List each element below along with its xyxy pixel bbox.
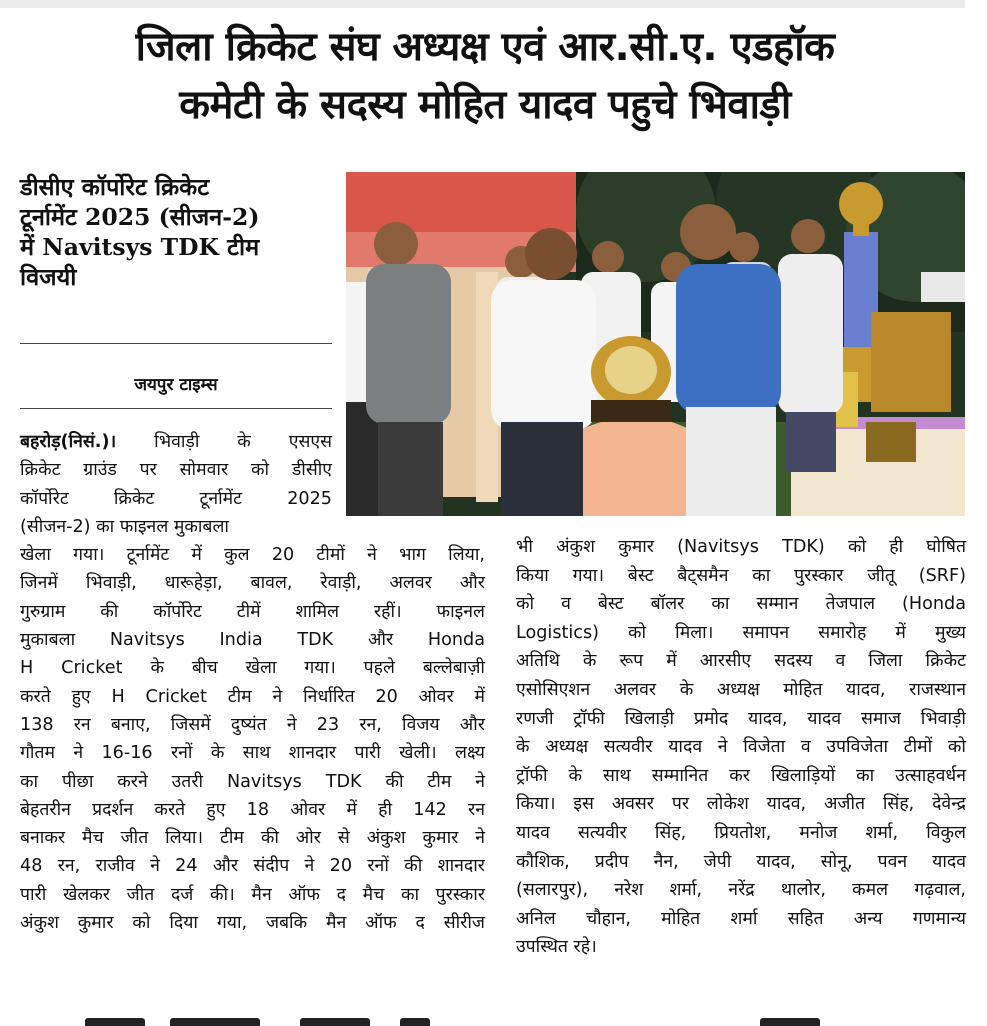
article-line: भी अंकुश कुमार (Navitsys TDK) को ही घोषित: [516, 537, 966, 557]
article-column-right: [516, 533, 966, 962]
article-line: गौतम ने 16-16 रनों के साथ शानदार पारी खेली। लक्ष्य: [20, 743, 485, 764]
article-line: बेहतरीन प्रदर्शन करते हुए 18 ओवर में ही 142 रन: [20, 799, 485, 820]
article-line: Logistics) को मिला। समापन समारोह में मुख्य: [516, 622, 966, 643]
article-line: यादव सत्यवीर सिंह, प्रियतोश, मनोज शर्मा, विकुल: [516, 822, 966, 843]
article-line: ट्रॉफी के साथ सम्मानित कर खिलाड़ियों का उत्साहवर्धन: [516, 765, 966, 786]
article-line: मुकाबला Navitsys India TDK और Honda: [20, 630, 485, 651]
subheadline: [20, 172, 332, 292]
divider-top: [20, 343, 332, 344]
top-paper-edge: [0, 0, 965, 8]
article-line: पारी खेलकर जीत दर्ज की। मैन ऑफ द मैच का पुरस्कार: [20, 884, 485, 905]
article-line: कौशिक, प्रदीप नैन, जेपी यादव, सोनू, पवन यादव: [516, 851, 966, 872]
article-line: कॉर्पोरेट क्रिकेट टूर्नामेंट 2025: [20, 488, 332, 509]
article-line: अनिल चौहान, मोहित शर्मा सहित अन्य गणमान्य: [516, 908, 966, 929]
article-line: रणजी ट्रॉफी खिलाड़ी प्रमोद यादव, यादव समाज भिवाड़ी: [516, 708, 966, 729]
next-article-cutoff: [0, 1012, 987, 1026]
article-line: किया। इस अवसर पर लोकेश यादव, अजीत सिंह, देवेन्द्र: [516, 794, 966, 815]
subhead-line-2: टूर्नामेंट 2025 (सीजन-2): [20, 203, 260, 231]
headline-line-2: कमेटी के सदस्य मोहित यादव पहुचे भिवाड़ी: [179, 82, 791, 128]
dateline: बहरोड़(निसं.)।: [20, 432, 117, 452]
article-line: करते हुए H Cricket टीम ने निर्धारित 20 ओवर में: [20, 686, 485, 707]
article-line: अतिथि के रूप में आरसीए सदस्य व जिला क्रिकेट: [516, 651, 966, 672]
article-line: किया गया। बेस्ट बैट्समैन का पुरस्कार जीतू (SRF): [516, 565, 966, 586]
headline: [10, 18, 960, 134]
article-line: का पीछा करने उतरी Navitsys TDK की टीम ने: [20, 771, 485, 792]
byline: जयपुर टाइम्स: [134, 375, 218, 395]
article-line: को व बेस्ट बॉलर का सम्मान तेजपाल (Honda: [516, 594, 966, 615]
article-line: 138 रन बनाए, जिसमें दुष्यंत ने 23 रन, विजय और: [20, 714, 485, 735]
article-line: बनाकर मैच जीत लिया। टीम की ओर से अंकुश कुमार ने: [20, 828, 485, 849]
subhead-line-3: में Navitsys TDK टीम: [20, 233, 260, 261]
article-line: बहरोड़(निसं.)। भिवाड़ी के एसएस: [20, 432, 332, 452]
article-line: H Cricket के बीच खेला गया। पहले बल्लेबाज़ी: [20, 658, 485, 679]
article-line: अंकुश कुमार को दिया गया, जबकि मैन ऑफ द सीरीज: [20, 913, 485, 934]
article-line: (सलारपुर), नरेश शर्मा, नरेंद्र थालोर, कमल गढ़वाल,: [516, 880, 966, 901]
article-line: जिनमें भिवाड़ी, धारूहेड़ा, बावल, रेवाड़ी, अलवर और: [20, 573, 485, 594]
article-line: एसोसिएशन अलवर के अध्यक्ष मोहित यादव, राजस्थान: [516, 679, 966, 700]
article-line: क्रिकेट ग्राउंड पर सोमवार को डीसीए: [20, 460, 332, 481]
article-line: (सीजन-2) का फाइनल मुकाबला: [20, 516, 229, 537]
article-line: के अध्यक्ष सत्यवीर यादव ने विजेता व उपविजेता टीमों को: [516, 737, 966, 758]
article-line: खेला गया। टूर्नामेंट में कुल 20 टीमों ने भाग लिया,: [20, 545, 485, 566]
headline-line-1: जिला क्रिकेट संघ अध्यक्ष एवं आर.सी.ए. एडहॉक: [135, 24, 835, 70]
article-line: गुरुग्राम की कॉर्पोरेट टीमें शामिल रहीं। फाइनल: [20, 601, 485, 622]
article-line: 48 रन, राजीव ने 24 और संदीप ने 20 रनों की शानदार: [20, 856, 485, 877]
divider-bottom: [20, 408, 332, 409]
subhead-line-1: डीसीए कॉर्पोरेट क्रिकेट: [20, 173, 210, 201]
article-column-left: [20, 428, 485, 937]
subhead-line-4: विजयी: [20, 263, 77, 291]
article-line: उपस्थित रहे।: [516, 937, 597, 958]
